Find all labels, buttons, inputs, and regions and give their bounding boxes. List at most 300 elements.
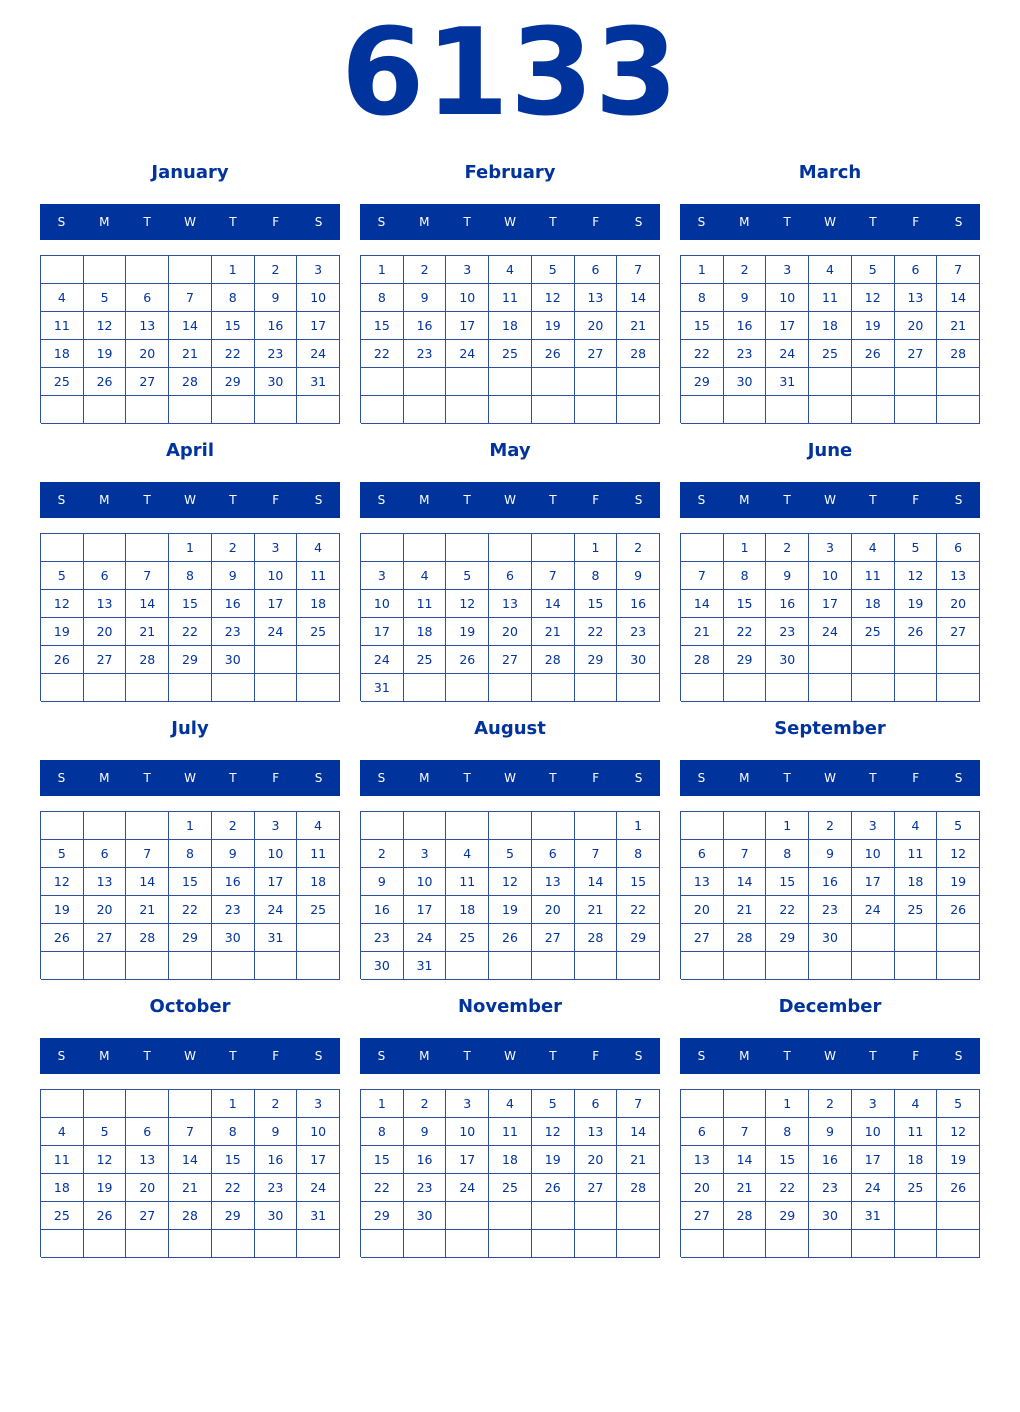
empty-cell (852, 368, 895, 396)
empty-cell (169, 1230, 212, 1258)
day-cell: 10 (852, 840, 895, 868)
day-cell: 9 (617, 562, 660, 590)
day-cell: 10 (766, 284, 809, 312)
weekday-label: S (314, 771, 323, 785)
empty-cell (681, 952, 724, 980)
day-cell: 3 (404, 840, 447, 868)
month-february (360, 161, 660, 423)
weekday-header (680, 204, 980, 240)
empty-cell (532, 1230, 575, 1258)
day-cell: 30 (724, 368, 767, 396)
day-cell: 30 (361, 952, 404, 980)
empty-cell (532, 952, 575, 980)
day-cell: 25 (297, 618, 340, 646)
empty-cell (895, 924, 938, 952)
day-cell: 20 (681, 896, 724, 924)
day-cell: 9 (724, 284, 767, 312)
day-cell: 12 (852, 284, 895, 312)
day-cell: 10 (446, 284, 489, 312)
empty-cell (724, 1230, 767, 1258)
weekday-label: M (739, 493, 750, 507)
day-cell: 26 (937, 896, 980, 924)
day-cell: 13 (575, 284, 618, 312)
day-cell: 18 (297, 868, 340, 896)
weekday-label: T (463, 493, 471, 507)
day-cell: 21 (937, 312, 980, 340)
empty-cell (809, 952, 852, 980)
day-cell: 22 (212, 1174, 255, 1202)
empty-cell (126, 1090, 169, 1118)
weekday-label: T (783, 1049, 791, 1063)
day-cell: 9 (361, 868, 404, 896)
day-cell: 3 (852, 812, 895, 840)
empty-cell (404, 396, 447, 424)
day-cell: 3 (809, 534, 852, 562)
weekday-label: W (824, 493, 836, 507)
day-cell: 19 (41, 896, 84, 924)
day-cell: 15 (169, 868, 212, 896)
empty-cell (169, 674, 212, 702)
day-cell: 6 (937, 534, 980, 562)
day-cell: 24 (852, 1174, 895, 1202)
day-cell: 9 (404, 284, 447, 312)
day-cell: 1 (617, 812, 660, 840)
day-grid (40, 1089, 340, 1257)
empty-cell (937, 1230, 980, 1258)
month-name: November (457, 996, 563, 1017)
month-march (680, 161, 980, 423)
day-cell: 1 (361, 256, 404, 284)
weekday-label: F (912, 771, 920, 785)
day-cell: 26 (489, 924, 532, 952)
day-cell: 4 (404, 562, 447, 590)
day-cell: 13 (84, 868, 127, 896)
day-cell: 2 (361, 840, 404, 868)
day-cell: 29 (169, 924, 212, 952)
weekday-label: T (869, 493, 877, 507)
day-cell: 22 (169, 618, 212, 646)
day-cell: 5 (532, 256, 575, 284)
day-cell: 19 (84, 340, 127, 368)
weekday-label: S (314, 493, 323, 507)
month-august (360, 717, 660, 979)
day-cell: 7 (724, 1118, 767, 1146)
day-cell: 27 (126, 1202, 169, 1230)
day-cell: 8 (361, 1118, 404, 1146)
day-cell: 18 (41, 340, 84, 368)
day-cell: 23 (404, 1174, 447, 1202)
weekday-label: S (634, 1049, 643, 1063)
day-cell: 21 (126, 618, 169, 646)
day-cell: 2 (809, 1090, 852, 1118)
weekday-label: T (463, 771, 471, 785)
day-cell: 3 (255, 534, 298, 562)
weekday-header (40, 482, 340, 518)
day-cell: 28 (126, 924, 169, 952)
day-cell: 26 (532, 340, 575, 368)
weekday-label: S (697, 215, 706, 229)
day-cell: 5 (446, 562, 489, 590)
day-cell: 4 (446, 840, 489, 868)
day-cell: 11 (41, 1146, 84, 1174)
weekday-header (680, 1038, 980, 1074)
day-cell: 4 (297, 534, 340, 562)
day-cell: 8 (169, 562, 212, 590)
empty-cell (41, 952, 84, 980)
day-cell: 30 (212, 646, 255, 674)
day-cell: 2 (617, 534, 660, 562)
day-cell: 12 (937, 840, 980, 868)
empty-cell (212, 674, 255, 702)
day-cell: 24 (255, 896, 298, 924)
day-grid (40, 255, 340, 423)
empty-cell (126, 256, 169, 284)
day-cell: 4 (41, 1118, 84, 1146)
month-name: September (774, 718, 886, 739)
empty-cell (489, 1230, 532, 1258)
day-cell: 27 (681, 1202, 724, 1230)
day-cell: 21 (532, 618, 575, 646)
day-cell: 12 (41, 868, 84, 896)
weekday-label: S (57, 771, 66, 785)
day-cell: 9 (809, 1118, 852, 1146)
empty-cell (532, 396, 575, 424)
empty-cell (126, 812, 169, 840)
day-cell: 23 (404, 340, 447, 368)
day-cell: 13 (126, 1146, 169, 1174)
day-cell: 9 (212, 840, 255, 868)
day-cell: 23 (212, 896, 255, 924)
day-cell: 25 (489, 340, 532, 368)
day-cell: 2 (809, 812, 852, 840)
empty-cell (297, 1230, 340, 1258)
weekday-label: S (634, 771, 643, 785)
empty-cell (169, 396, 212, 424)
empty-cell (404, 674, 447, 702)
day-cell: 16 (809, 1146, 852, 1174)
day-cell: 20 (681, 1174, 724, 1202)
day-cell: 7 (126, 562, 169, 590)
empty-cell (126, 952, 169, 980)
day-cell: 21 (724, 1174, 767, 1202)
day-cell: 19 (895, 590, 938, 618)
day-cell: 12 (532, 284, 575, 312)
weekday-header (40, 760, 340, 796)
day-cell: 13 (895, 284, 938, 312)
weekday-label: S (377, 215, 386, 229)
empty-cell (575, 952, 618, 980)
day-cell: 24 (766, 340, 809, 368)
day-grid (40, 533, 340, 701)
empty-cell (446, 952, 489, 980)
day-cell: 2 (212, 812, 255, 840)
day-cell: 29 (681, 368, 724, 396)
weekday-label: M (99, 493, 110, 507)
empty-cell (255, 1230, 298, 1258)
day-cell: 11 (404, 590, 447, 618)
weekday-label: F (272, 215, 280, 229)
month-september (680, 717, 980, 979)
day-cell: 25 (809, 340, 852, 368)
day-cell: 13 (681, 868, 724, 896)
empty-cell (617, 396, 660, 424)
day-cell: 20 (489, 618, 532, 646)
day-cell: 17 (766, 312, 809, 340)
empty-cell (255, 646, 298, 674)
weekday-label: T (143, 771, 151, 785)
day-cell: 18 (41, 1174, 84, 1202)
weekday-label: W (504, 1049, 516, 1063)
weekday-label: M (739, 1049, 750, 1063)
weekday-label: F (592, 215, 600, 229)
weekday-label: T (549, 1049, 557, 1063)
weekday-label: W (504, 771, 516, 785)
weekday-label: M (99, 1049, 110, 1063)
day-cell: 5 (489, 840, 532, 868)
weekday-label: T (229, 215, 237, 229)
empty-cell (681, 1230, 724, 1258)
day-cell: 7 (126, 840, 169, 868)
day-cell: 21 (169, 340, 212, 368)
weekday-header (680, 760, 980, 796)
day-cell: 21 (617, 312, 660, 340)
empty-cell (681, 812, 724, 840)
day-cell: 17 (852, 868, 895, 896)
day-cell: 27 (575, 340, 618, 368)
weekday-label: W (184, 493, 196, 507)
day-cell: 26 (532, 1174, 575, 1202)
day-cell: 3 (297, 1090, 340, 1118)
day-cell: 24 (255, 618, 298, 646)
day-cell: 30 (255, 368, 298, 396)
weekday-label: W (184, 215, 196, 229)
weekday-label: W (824, 1049, 836, 1063)
empty-cell (895, 952, 938, 980)
day-cell: 7 (681, 562, 724, 590)
empty-cell (169, 1090, 212, 1118)
month-april (40, 439, 340, 701)
month-name: January (151, 162, 229, 183)
weekday-label: S (57, 493, 66, 507)
day-cell: 12 (489, 868, 532, 896)
empty-cell (84, 256, 127, 284)
day-cell: 17 (809, 590, 852, 618)
weekday-label: T (549, 215, 557, 229)
day-cell: 21 (681, 618, 724, 646)
day-cell: 3 (255, 812, 298, 840)
empty-cell (575, 396, 618, 424)
day-cell: 27 (126, 368, 169, 396)
day-cell: 24 (446, 340, 489, 368)
day-cell: 26 (446, 646, 489, 674)
day-cell: 6 (532, 840, 575, 868)
day-cell: 8 (766, 840, 809, 868)
day-cell: 28 (532, 646, 575, 674)
day-cell: 7 (532, 562, 575, 590)
empty-cell (724, 1090, 767, 1118)
day-cell: 18 (489, 312, 532, 340)
day-cell: 19 (532, 1146, 575, 1174)
day-cell: 2 (404, 1090, 447, 1118)
empty-cell (297, 646, 340, 674)
day-cell: 11 (809, 284, 852, 312)
empty-cell (297, 924, 340, 952)
day-cell: 7 (617, 1090, 660, 1118)
empty-cell (212, 1230, 255, 1258)
empty-cell (809, 1230, 852, 1258)
day-cell: 10 (255, 562, 298, 590)
day-cell: 23 (255, 1174, 298, 1202)
weekday-label: W (824, 771, 836, 785)
day-cell: 23 (617, 618, 660, 646)
day-cell: 9 (255, 284, 298, 312)
day-cell: 9 (766, 562, 809, 590)
day-cell: 16 (361, 896, 404, 924)
weekday-label: S (57, 1049, 66, 1063)
day-cell: 28 (169, 1202, 212, 1230)
day-cell: 15 (575, 590, 618, 618)
empty-cell (617, 368, 660, 396)
day-cell: 14 (575, 868, 618, 896)
empty-cell (255, 396, 298, 424)
day-cell: 16 (724, 312, 767, 340)
day-cell: 18 (446, 896, 489, 924)
empty-cell (297, 396, 340, 424)
day-cell: 9 (404, 1118, 447, 1146)
weekday-label: S (634, 215, 643, 229)
day-cell: 15 (212, 1146, 255, 1174)
weekday-label: W (504, 493, 516, 507)
day-cell: 15 (361, 312, 404, 340)
day-cell: 6 (126, 1118, 169, 1146)
day-cell: 18 (404, 618, 447, 646)
weekday-label: T (783, 215, 791, 229)
empty-cell (852, 924, 895, 952)
day-cell: 13 (681, 1146, 724, 1174)
empty-cell (895, 1202, 938, 1230)
empty-cell (41, 256, 84, 284)
day-cell: 9 (255, 1118, 298, 1146)
day-cell: 24 (852, 896, 895, 924)
day-cell: 17 (852, 1146, 895, 1174)
empty-cell (617, 1202, 660, 1230)
day-cell: 14 (532, 590, 575, 618)
month-january (40, 161, 340, 423)
day-cell: 30 (617, 646, 660, 674)
empty-cell (724, 396, 767, 424)
weekday-label: T (143, 1049, 151, 1063)
day-cell: 28 (681, 646, 724, 674)
empty-cell (404, 1230, 447, 1258)
day-cell: 23 (255, 340, 298, 368)
day-cell: 29 (575, 646, 618, 674)
day-cell: 17 (297, 312, 340, 340)
empty-cell (617, 1230, 660, 1258)
day-cell: 31 (852, 1202, 895, 1230)
month-november (360, 995, 660, 1257)
day-cell: 17 (255, 868, 298, 896)
empty-cell (41, 534, 84, 562)
day-cell: 4 (895, 812, 938, 840)
day-cell: 16 (255, 1146, 298, 1174)
day-cell: 5 (84, 1118, 127, 1146)
day-cell: 19 (937, 1146, 980, 1174)
day-cell: 16 (212, 590, 255, 618)
day-cell: 20 (895, 312, 938, 340)
weekday-label: S (954, 771, 963, 785)
weekday-label: F (592, 771, 600, 785)
day-cell: 16 (404, 312, 447, 340)
weekday-header (680, 482, 980, 518)
day-cell: 24 (446, 1174, 489, 1202)
day-cell: 4 (41, 284, 84, 312)
day-cell: 5 (41, 562, 84, 590)
weekday-label: W (824, 215, 836, 229)
day-cell: 2 (212, 534, 255, 562)
day-cell: 1 (681, 256, 724, 284)
weekday-label: S (634, 493, 643, 507)
day-cell: 31 (255, 924, 298, 952)
day-cell: 12 (84, 312, 127, 340)
weekday-label: T (869, 215, 877, 229)
empty-cell (446, 812, 489, 840)
day-cell: 6 (84, 562, 127, 590)
day-cell: 15 (681, 312, 724, 340)
day-cell: 3 (361, 562, 404, 590)
day-cell: 3 (766, 256, 809, 284)
empty-cell (404, 812, 447, 840)
weekday-label: F (592, 1049, 600, 1063)
day-cell: 28 (575, 924, 618, 952)
day-cell: 11 (895, 1118, 938, 1146)
day-cell: 20 (126, 340, 169, 368)
empty-cell (895, 1230, 938, 1258)
empty-cell (724, 674, 767, 702)
weekday-label: W (184, 771, 196, 785)
day-grid (680, 1089, 980, 1257)
day-cell: 14 (937, 284, 980, 312)
day-cell: 18 (895, 868, 938, 896)
empty-cell (255, 674, 298, 702)
day-cell: 14 (617, 284, 660, 312)
day-cell: 31 (297, 368, 340, 396)
weekday-label: M (99, 771, 110, 785)
empty-cell (895, 396, 938, 424)
day-cell: 21 (724, 896, 767, 924)
day-cell: 5 (937, 812, 980, 840)
empty-cell (126, 674, 169, 702)
day-cell: 12 (532, 1118, 575, 1146)
weekday-label: T (229, 493, 237, 507)
day-cell: 13 (937, 562, 980, 590)
day-cell: 30 (212, 924, 255, 952)
day-cell: 25 (297, 896, 340, 924)
day-cell: 28 (169, 368, 212, 396)
day-cell: 19 (532, 312, 575, 340)
day-cell: 31 (297, 1202, 340, 1230)
day-cell: 15 (724, 590, 767, 618)
day-cell: 25 (895, 896, 938, 924)
weekday-label: T (229, 771, 237, 785)
day-cell: 5 (532, 1090, 575, 1118)
day-grid (680, 255, 980, 423)
weekday-label: S (314, 1049, 323, 1063)
day-cell: 13 (489, 590, 532, 618)
day-cell: 2 (404, 256, 447, 284)
day-cell: 6 (575, 1090, 618, 1118)
day-cell: 5 (937, 1090, 980, 1118)
day-cell: 2 (255, 1090, 298, 1118)
